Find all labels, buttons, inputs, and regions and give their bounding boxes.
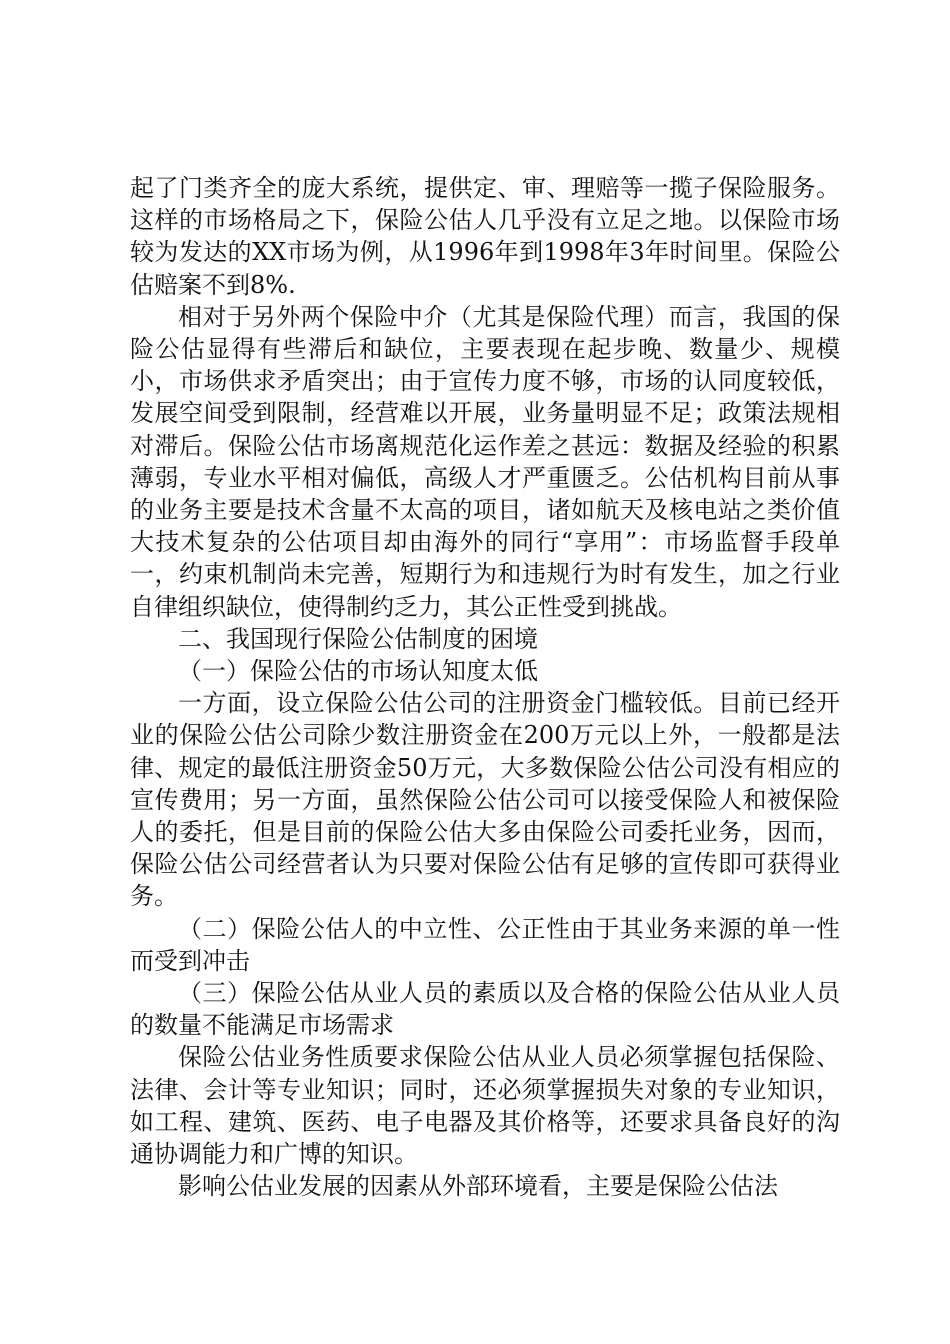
paragraph-external-factors: 影响公估业发展的因素从外部环境看，主要是保险公估法 bbox=[178, 1172, 778, 1201]
subheading-awareness: （一）保险公估的市场认知度太低 bbox=[178, 657, 538, 686]
subheading-staff-quality: （三）保险公估从业人员的素质以及合格的保险公估从业人员的数量不能满足市场需求 bbox=[130, 979, 840, 1040]
subheading-neutrality: （二）保险公估人的中立性、公正性由于其业务来源的单一性而受到冲击 bbox=[130, 914, 840, 975]
paragraph-continuation: 起了门类齐全的庞大系统，提供定、审、理赔等一揽子保险服务。这样的市场格局之下，保险公估人几乎没有立足之地。以保险市场较为发达的XX市场为例，从1996年到1998年3年时间里。保险公估赔案不到8%. bbox=[130, 174, 840, 299]
section-heading-dilemma: 二、我国现行保险公估制度的困境 bbox=[178, 624, 538, 653]
paragraph-market-status: 相对于另外两个保险中介（尤其是保险代理）而言，我国的保险公估显得有些滞后和缺位，主要表现在起步晚、数量少、规模小，市场供求矛盾突出；由于宣传力度不够，市场的认同度较低，发展空间受到限制，经营难以开展，业务量明显不足；政策法规相对滞后。保险公估市场离规范化运作差之甚远：数据及经验的积累薄弱，专业水平相对偏低，高级人才严重匮乏。公估机构目前从事的业务主要是技术含量不太高的项目，诸如航天及核电站之类价值大技术复杂的公估项目却由海外的同行“享用”：市场监督手段单一，约束机制尚未完善，短期行为和违规行为时有发生，加之行业自律组织缺位，使得制约乏力，其公正性受到挑战。 bbox=[130, 302, 840, 621]
paragraph-staff-knowledge: 保险公估业务性质要求保险公估从业人员必须掌握包括保险、法律、会计等专业知识；同时，还必须掌握损失对象的专业知识，如工程、建筑、医药、电子电器及其价格等，还要求具备良好的沟通协调能力和广博的知识。 bbox=[130, 1043, 840, 1169]
document-page bbox=[130, 172, 840, 1203]
paragraph-capital-threshold: 一方面，设立保险公估公司的注册资金门槛较低。目前已经开业的保险公估公司除少数注册资金在200万元以上外，一般都是法律、规定的最低注册资金50万元，大多数保险公估公司没有相应的宣传费用；另一方面，虽然保险公估公司可以接受保险人和被保险人的委托，但是目前的保险公估大多由保险公司委托业务，因而，保险公估公司经营者认为只要对保险公估有足够的宣传即可获得业务。 bbox=[130, 689, 840, 911]
